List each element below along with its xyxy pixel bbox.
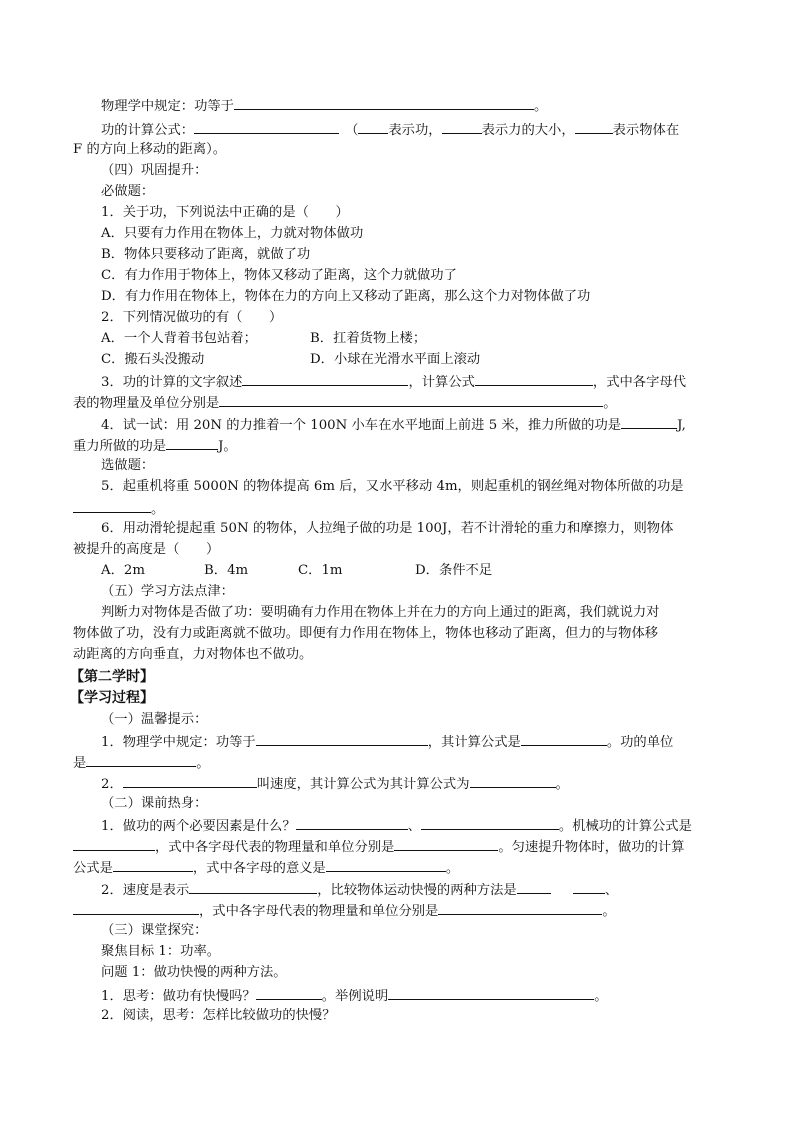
answer-blank[interactable] bbox=[166, 435, 218, 450]
text: 是 bbox=[73, 756, 87, 771]
option-c[interactable]: C．搬石头没搬动 bbox=[101, 352, 205, 367]
text: 。机械功的计算公式是 bbox=[558, 819, 692, 834]
item-2-cont bbox=[73, 900, 616, 922]
question-4-cont bbox=[73, 435, 237, 457]
text: ，其计算公式是 bbox=[427, 735, 521, 750]
text: 物理学中规定：功等于 bbox=[101, 99, 234, 114]
option-d[interactable]: D．条件不足 bbox=[415, 563, 493, 578]
text: 。 bbox=[445, 861, 460, 876]
answer-blank[interactable] bbox=[394, 836, 498, 851]
text: ，式中各字母的意义是 bbox=[192, 861, 326, 876]
answer-blank[interactable] bbox=[521, 731, 607, 746]
question-1: 1．关于功，下列说法中正确的是（ ） bbox=[101, 205, 349, 220]
answer-blank[interactable] bbox=[358, 119, 388, 134]
answer-blank[interactable] bbox=[194, 119, 339, 134]
text: 1．做功的两个必要因素是什么？ bbox=[101, 819, 296, 834]
definition-line bbox=[101, 95, 547, 117]
answer-blank[interactable] bbox=[256, 731, 428, 746]
text: 2．速度是表示 bbox=[101, 883, 190, 898]
answer-blank[interactable] bbox=[242, 371, 408, 386]
option-b[interactable]: B．扛着货物上楼； bbox=[310, 331, 427, 346]
answer-blank[interactable] bbox=[219, 392, 603, 407]
text: ，比较物体运动快慢的两种方法是 bbox=[317, 883, 517, 898]
question-2: 2．下列情况做功的有（ ） bbox=[101, 310, 283, 325]
question-6-cont: 被提升的高度是（ ） bbox=[73, 542, 220, 557]
text: J, bbox=[677, 418, 686, 433]
item-1-cont bbox=[73, 752, 210, 774]
text: 。举例说明 bbox=[321, 989, 389, 1004]
focus-goal: 聚焦目标 1：功率。 bbox=[101, 944, 221, 959]
text: 4．试一试：用 20N 的力推着一个 100N 小车在水平地面上前进 5 米，推力所做的功是 bbox=[101, 418, 622, 433]
answer-blank[interactable] bbox=[573, 879, 605, 894]
text: 2． bbox=[101, 777, 123, 792]
paragraph-line: 物体做了功，没有力或距离就不做功。即便有力作用在物体上，物体也移动了距离，但力的与物体移 bbox=[73, 626, 659, 641]
answer-blank[interactable] bbox=[73, 900, 199, 915]
text: 3．功的计算的文字叙述 bbox=[101, 375, 243, 390]
section-heading: （三）课堂探究： bbox=[101, 923, 208, 938]
answer-blank[interactable] bbox=[326, 857, 446, 872]
text-line: F 的方向上移动的距离）。 bbox=[73, 142, 227, 157]
text: 表示力的大小， bbox=[481, 123, 575, 138]
subheading: 必做题： bbox=[101, 184, 155, 199]
process-heading: 【学习过程】 bbox=[70, 690, 154, 706]
text: 功的计算公式： bbox=[101, 123, 195, 138]
item-1-cont bbox=[73, 857, 459, 879]
question-label: 问题 1：做功快慢的两种方法。 bbox=[101, 965, 287, 980]
option-a[interactable]: A．2m bbox=[101, 563, 145, 578]
text: 。 bbox=[603, 396, 617, 411]
answer-blank[interactable] bbox=[86, 752, 196, 767]
question-3 bbox=[101, 371, 686, 393]
paragraph-line: 动距离的方向垂直，力对物体也不做功。 bbox=[73, 647, 313, 662]
answer-blank[interactable] bbox=[73, 498, 151, 513]
text: 。匀速提升物体时，做功的计算 bbox=[498, 840, 685, 855]
text: 1．物理学中规定：功等于 bbox=[101, 735, 256, 750]
text: 1．思考：做功有快慢吗？ bbox=[101, 989, 256, 1004]
section-heading: （二）课前热身： bbox=[101, 796, 208, 811]
answer-blank[interactable] bbox=[438, 900, 602, 915]
question-6: 6．用动滑轮提起重 50N 的物体，人拉绳子做的功是 100J，若不计滑轮的重力和摩擦力，则物体 bbox=[101, 521, 674, 536]
text: 。 bbox=[594, 989, 608, 1004]
item-1 bbox=[101, 985, 608, 1007]
text: 。 bbox=[602, 904, 616, 919]
subheading: 选做题： bbox=[101, 458, 155, 473]
answer-blank[interactable] bbox=[470, 773, 556, 788]
text: 表的物理量及单位分别是 bbox=[73, 396, 220, 411]
option-c[interactable]: C．有力作用于物体上，物体又移动了距离，这个力就做功了 bbox=[101, 268, 457, 283]
item-1 bbox=[101, 815, 692, 837]
item-1 bbox=[101, 731, 673, 753]
section-heading: （四）巩固提升： bbox=[101, 163, 208, 178]
lesson-heading: 【第二学时】 bbox=[70, 669, 154, 685]
formula-line bbox=[101, 119, 679, 141]
option-b[interactable]: B．4m bbox=[204, 563, 249, 578]
question-4 bbox=[101, 414, 686, 436]
text: ，式中各字母代表的物理量和单位分别是 bbox=[199, 904, 439, 919]
option-a[interactable]: A．只要有力作用在物体上，力就对物体做功 bbox=[101, 226, 364, 241]
answer-blank[interactable] bbox=[189, 879, 317, 894]
text: 表示功， bbox=[388, 123, 442, 138]
question-5-cont bbox=[73, 498, 164, 520]
text: ，式中各字母代表的物理量和单位分别是 bbox=[155, 840, 395, 855]
text: （ bbox=[345, 123, 359, 138]
answer-blank[interactable] bbox=[123, 773, 257, 788]
section-heading: （五）学习方法点津： bbox=[101, 584, 234, 599]
answer-blank[interactable] bbox=[442, 119, 482, 134]
paragraph-line: 判断力对物体是否做了功：要明确有力作用在物体上并在力的方向上通过的距离，我们就说力对 bbox=[101, 605, 660, 620]
answer-blank[interactable] bbox=[296, 815, 408, 830]
text: 表示物体在 bbox=[612, 123, 680, 138]
text: 、 bbox=[407, 819, 421, 834]
answer-blank[interactable] bbox=[113, 857, 193, 872]
answer-blank[interactable] bbox=[421, 815, 559, 830]
answer-blank[interactable] bbox=[234, 95, 534, 110]
option-d[interactable]: D．小球在光滑水平面上滚动 bbox=[310, 352, 481, 367]
answer-blank[interactable] bbox=[575, 119, 613, 134]
option-a[interactable]: A．一个人背着书包站着； bbox=[101, 331, 257, 346]
text: 叫速度，其计算公式为其计算公式为 bbox=[256, 777, 470, 792]
text: 、 bbox=[604, 883, 618, 898]
text: 。 bbox=[555, 777, 569, 792]
text: 。 bbox=[533, 99, 548, 114]
answer-blank[interactable] bbox=[517, 879, 551, 894]
answer-blank[interactable] bbox=[73, 836, 155, 851]
text: 。 bbox=[151, 502, 165, 517]
item-2 bbox=[101, 879, 618, 901]
option-b[interactable]: B．物体只要移动了距离，就做了功 bbox=[101, 247, 311, 262]
text: ，计算公式 bbox=[408, 375, 475, 390]
item-2 bbox=[101, 773, 569, 795]
section-heading: （一）温馨提示： bbox=[101, 712, 208, 727]
option-c[interactable]: C．1m bbox=[298, 563, 343, 578]
answer-blank[interactable] bbox=[475, 371, 593, 386]
option-d[interactable]: D．有力作用在物体上，物体在力的方向上又移动了距离，那么这个力对物体做了功 bbox=[101, 289, 591, 304]
text: J。 bbox=[218, 439, 237, 454]
item-2: 2．阅读，思考：怎样比较做功的快慢？ bbox=[101, 1008, 336, 1023]
item-1-cont bbox=[73, 836, 685, 858]
answer-blank[interactable] bbox=[256, 985, 322, 1000]
text: ，式中各字母代 bbox=[592, 375, 686, 390]
answer-blank[interactable] bbox=[388, 985, 594, 1000]
question-5: 5．起重机将重 5000N 的物体提高 6m 后，又水平移动 4m，则起重机的钢丝绳对物体所做的功是 bbox=[101, 479, 684, 494]
text: 。功的单位 bbox=[606, 735, 674, 750]
question-3-cont bbox=[73, 392, 617, 414]
text: 重力所做的功是 bbox=[73, 439, 167, 454]
answer-blank[interactable] bbox=[621, 414, 677, 429]
text: 公式是 bbox=[73, 861, 113, 876]
text: 。 bbox=[196, 756, 210, 771]
